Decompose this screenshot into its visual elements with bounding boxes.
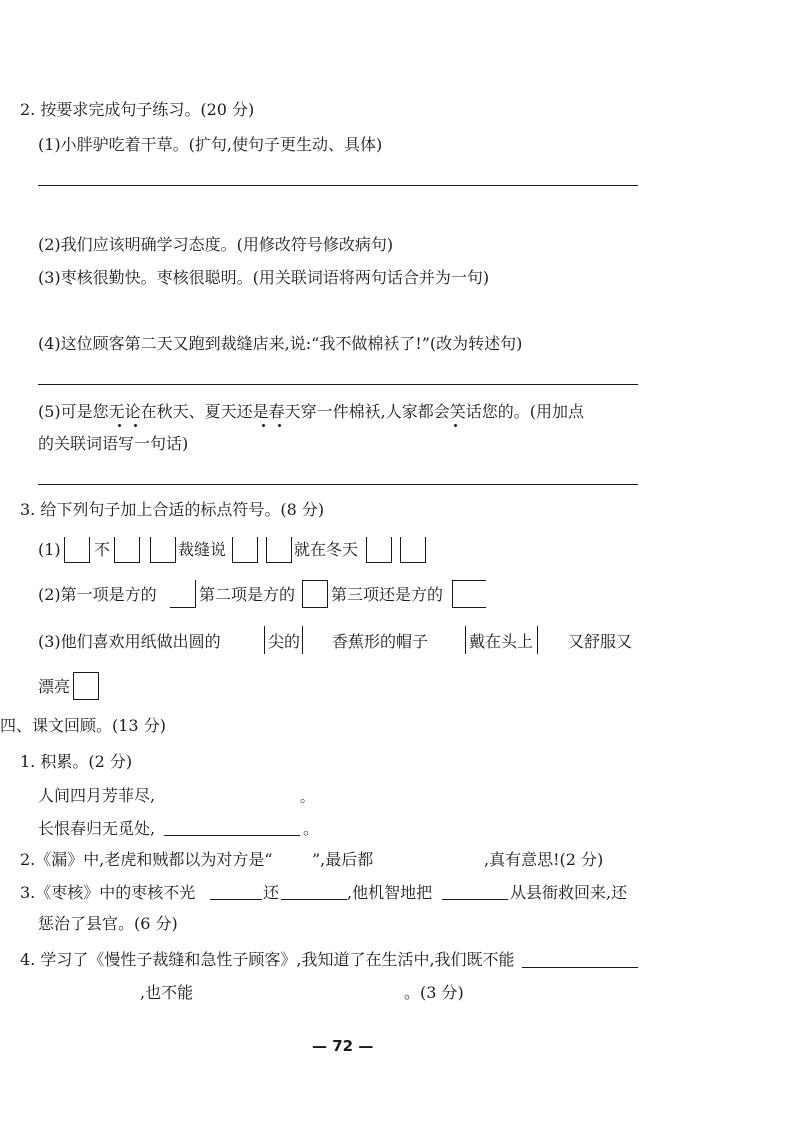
sec4-q4-part-c: 。(3 分) (404, 983, 464, 1002)
q3-line3-part-b: 尖的 (268, 632, 301, 651)
punctuation-box[interactable] (64, 537, 90, 563)
sec4-q4-part-b: ,也不能 (140, 983, 194, 1002)
punctuation-box-left-edge[interactable] (465, 626, 467, 654)
q3-line3-part-d: 戴在头上 (469, 632, 534, 651)
punctuation-box[interactable] (366, 537, 392, 563)
q3-line3-part-c: 香蕉形的帽子 (332, 632, 429, 651)
emphasis-dot (278, 424, 281, 427)
answer-blank[interactable] (281, 899, 347, 900)
punctuation-box[interactable] (73, 672, 99, 700)
q3-word: 裁缝说 (178, 540, 227, 559)
sec4-q4-part-a: 4. 学习了《慢性子裁缝和急性子顾客》,我知道了在生活中,我们既不能 (20, 950, 515, 969)
q3-word: 不 (94, 540, 111, 559)
q3-line3-part-a: (3)他们喜欢用纸做出圆的 (38, 632, 221, 651)
sec4-q1-end1: 。 (300, 790, 314, 806)
q3-line2-part-c: 第三项还是方的 (331, 585, 444, 604)
q3-line1-number: (1) (38, 540, 61, 559)
punctuation-box[interactable] (170, 580, 196, 608)
q2-sentence-3: (3)枣核很勤快。枣核很聪明。(用关联词语将两句话合并为一句) (38, 268, 490, 287)
sec4-q3-part-b: 还 (263, 883, 280, 902)
q3-line3-part-e: 又舒服又 (568, 632, 633, 651)
sec4-q1-end2: 。 (303, 819, 320, 838)
sec4-q2-part-b: ”,最后都 (312, 850, 374, 869)
q2-sentence-5a: (5)可是您无论在秋天、夏天还是春天穿一件棉袄,人家都会笑话您的。(用加点 (38, 402, 584, 421)
page-number: — 72 — (312, 1037, 374, 1055)
q2-sentence-1: (1)小胖驴吃着干草。(扩句,使句子更生动、具体) (38, 135, 383, 154)
punctuation-box-left-edge[interactable] (264, 626, 266, 654)
q2-sentence-5b: 的关联词语写一句话) (38, 434, 189, 453)
question-3-title: 3. 给下列句子加上合适的标点符号。(8 分) (20, 500, 325, 519)
question-2-title: 2. 按要求完成句子练习。(20 分) (20, 100, 255, 119)
sec4-q1-line2: 长恨春归无觅处, (38, 819, 156, 838)
answer-blank[interactable] (442, 899, 508, 900)
sec4-q3-part-a: 3.《枣核》中的枣核不光 (20, 883, 196, 902)
sec4-q3-part-c: ,他机智地把 (347, 883, 433, 902)
sec4-q1-title: 1. 积累。(2 分) (20, 752, 133, 771)
sec4-q2-part-c: ,真有意思!(2 分) (484, 850, 604, 869)
emphasis-dot (134, 424, 137, 427)
q3-word: 就在冬天 (294, 540, 359, 559)
q3-line4: 漂亮 (38, 677, 71, 696)
answer-line[interactable] (38, 484, 638, 485)
punctuation-box[interactable] (232, 537, 258, 563)
punctuation-box-right-edge[interactable] (301, 626, 303, 654)
q2-sentence-2: (2)我们应该明确学习态度。(用修改符号修改病句) (38, 235, 394, 254)
sec4-q3-part-e: 惩治了县官。(6 分) (38, 914, 178, 933)
emphasis-dot (454, 424, 457, 427)
punctuation-box[interactable] (400, 537, 426, 563)
section-4-title: 四、课文回顾。(13 分) (0, 716, 166, 735)
punctuation-box[interactable] (150, 537, 176, 563)
answer-blank[interactable] (164, 835, 300, 836)
emphasis-dot (262, 424, 265, 427)
punctuation-box-right-edge[interactable] (536, 626, 538, 654)
punctuation-box[interactable] (266, 537, 292, 563)
sec4-q3-part-d: 从县衙救回来,还 (510, 883, 628, 902)
sec4-q1-line1: 人间四月芳菲尽, (38, 786, 156, 805)
answer-line[interactable] (38, 384, 638, 385)
emphasis-dot (118, 424, 121, 427)
answer-line[interactable] (38, 185, 638, 186)
q3-line2-part-b: 第二项是方的 (199, 585, 296, 604)
q2-sentence-4: (4)这位顾客第二天又跑到裁缝店来,说:“我不做棉袄了!”(改为转述句) (38, 334, 523, 353)
punctuation-box[interactable] (114, 537, 140, 563)
punctuation-box[interactable] (302, 580, 328, 608)
answer-blank[interactable] (210, 899, 262, 900)
answer-blank[interactable] (522, 967, 638, 968)
sec4-q2-part-a: 2.《漏》中,老虎和贼都以为对方是“ (20, 850, 273, 869)
q3-line2-part-a: (2)第一项是方的 (38, 585, 157, 604)
punctuation-box[interactable] (452, 580, 486, 608)
